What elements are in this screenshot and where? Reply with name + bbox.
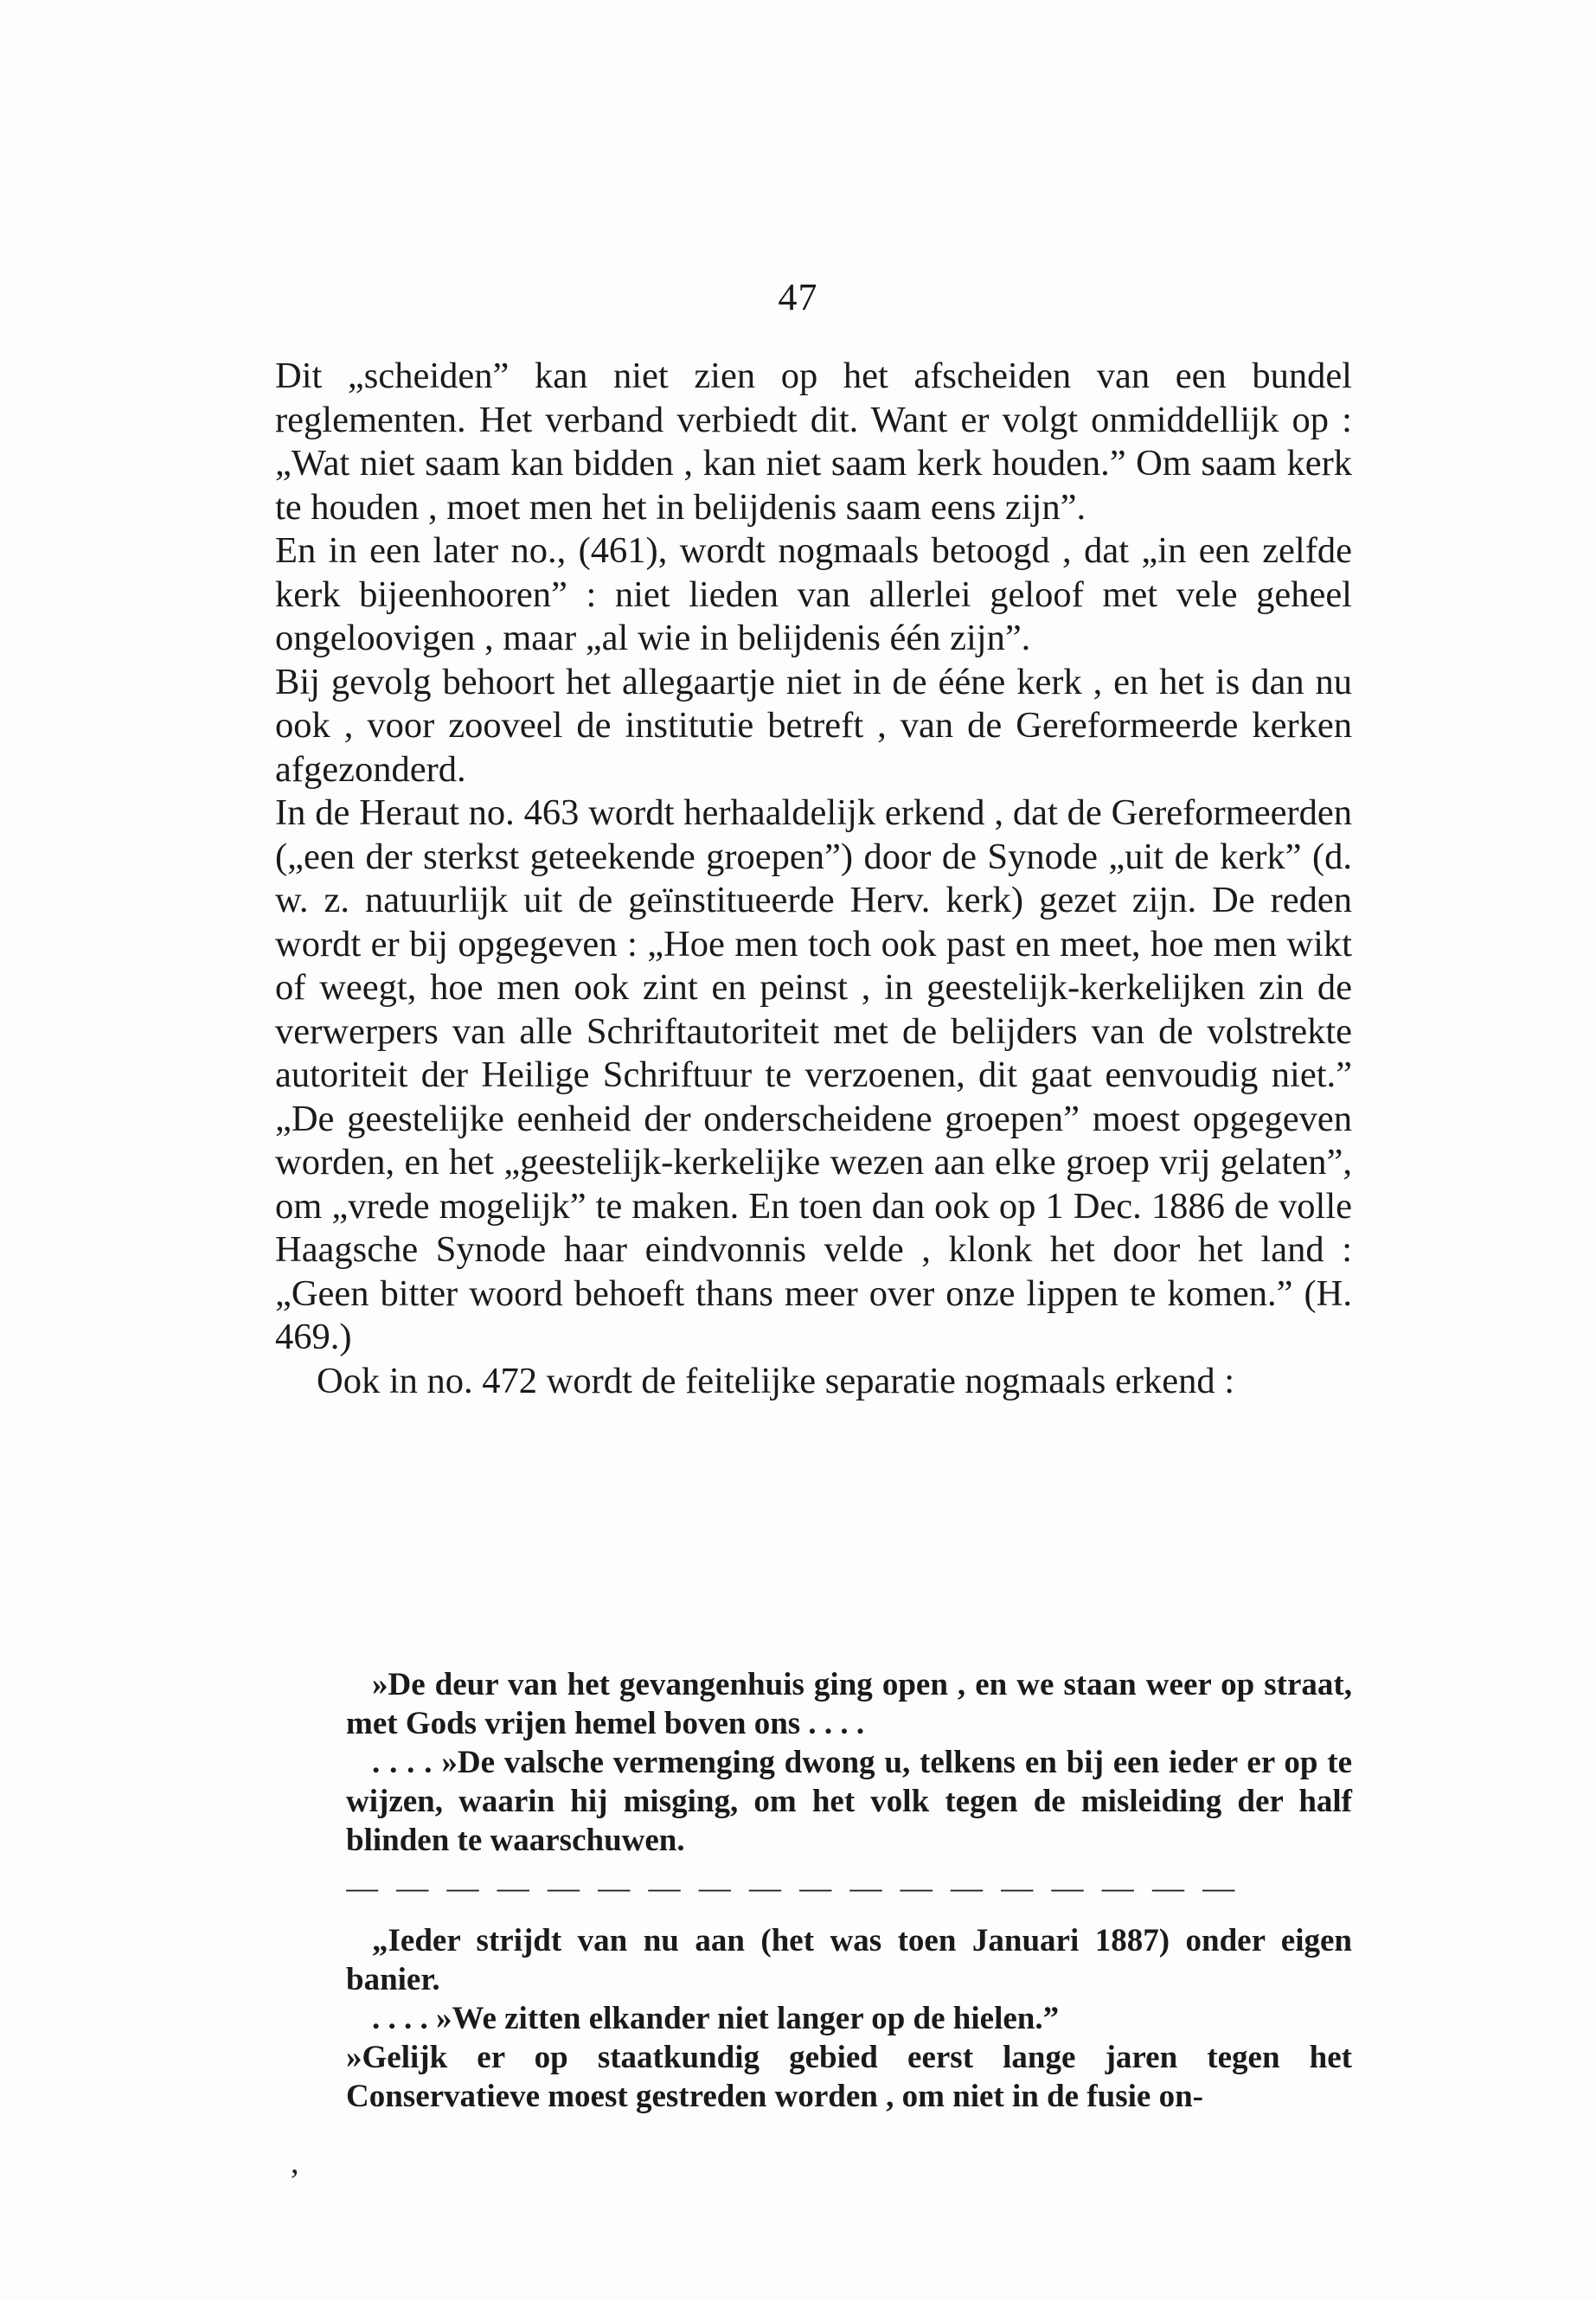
quote-line: . . . . »We zitten elkander niet langer op de hielen.” (372, 2001, 1060, 2036)
paragraph: Ook in no. 472 wordt de feitelijke separatie nogmaals erkend : (317, 1360, 1235, 1401)
paragraph: In de Heraut no. 463 wordt herhaaldelijk erkend , dat de Gereformeerden („een der sterkst geteekende groepen”) door de Synode „uit de kerk” (d. w. z. natuurlijk uit de geïnstitueerde Herv. kerk) gezet zijn. De reden wordt er bij opgegeven : „Hoe men toch ook past en meet, hoe men wikt of weegt, hoe men ook zint en peinst , in geestelijk-kerkelijken zin de verwerpers van alle Schriftautoriteit met de belijders van de volstrekte autoriteit der Heilige Schriftuur te verzoenen, dit gaat eenvoudig niet.” „De geestelijke eenheid der onderscheidene groepen” moest opgegeven worden, en het „geestelijk-kerkelijke wezen aan elke groep vrij gelaten”, om „vrede mogelijk” te maken. En toen dan ook op 1 Dec. 1886 de volle Haagsche Synode haar eindvonnis velde , klonk het door het land : „Geen bitter woord behoeft thans meer over onze lippen te komen.” (H. 469.) (275, 792, 1352, 1357)
paragraph: Bij gevolg behoort het allegaartje niet in de ééne kerk , en het is dan nu ook , voor zooveel de institutie betreft , van de Gereformeerde kerken afgezonderd. (275, 661, 1352, 790)
separator-line: — — — — — — — — — — — — — — — — — — (346, 1870, 1240, 1906)
stray-mark: , (291, 2144, 299, 2181)
page-number: 47 (778, 276, 818, 318)
quote-line: „Ieder strijdt van nu aan (het was toen Januari 1887) onder eigen banier. (346, 1923, 1352, 1997)
body-text (275, 355, 1352, 1403)
paragraph: Dit „scheiden” kan niet zien op het afscheiden van een bundel reglementen. Het verband verbiedt dit. Want er volgt onmiddellijk op : „Wat niet saam kan bidden , kan niet saam kerk houden.” Om saam kerk te houden , moet men het in belijdenis saam eens zijn”. (275, 356, 1352, 528)
quote-line: »De deur van het gevangenhuis ging open , en we staan weer op straat, met Gods vrijen hemel boven ons . . . . (346, 1667, 1352, 1741)
paragraph: En in een later no., (461), wordt nogmaals betoogd , dat „in een zelfde kerk bijeenhooren” : niet lieden van allerlei geloof met vele geheel ongeloovigen , maar „al wie in belijdenis één zijn”. (275, 530, 1352, 658)
block-quote (346, 1665, 1352, 2116)
quote-line: . . . . »De valsche vermenging dwong u, telkens en bij een ieder er op te wijzen, waarin hij misging, om het volk tegen de misleiding der half blinden te waarschuwen. (346, 1745, 1352, 1858)
quote-line: »Gelijk er op staatkundig gebied eerst lange jaren tegen het Conservatieve moest gestreden worden , om niet in de fusie on- (346, 2040, 1352, 2114)
